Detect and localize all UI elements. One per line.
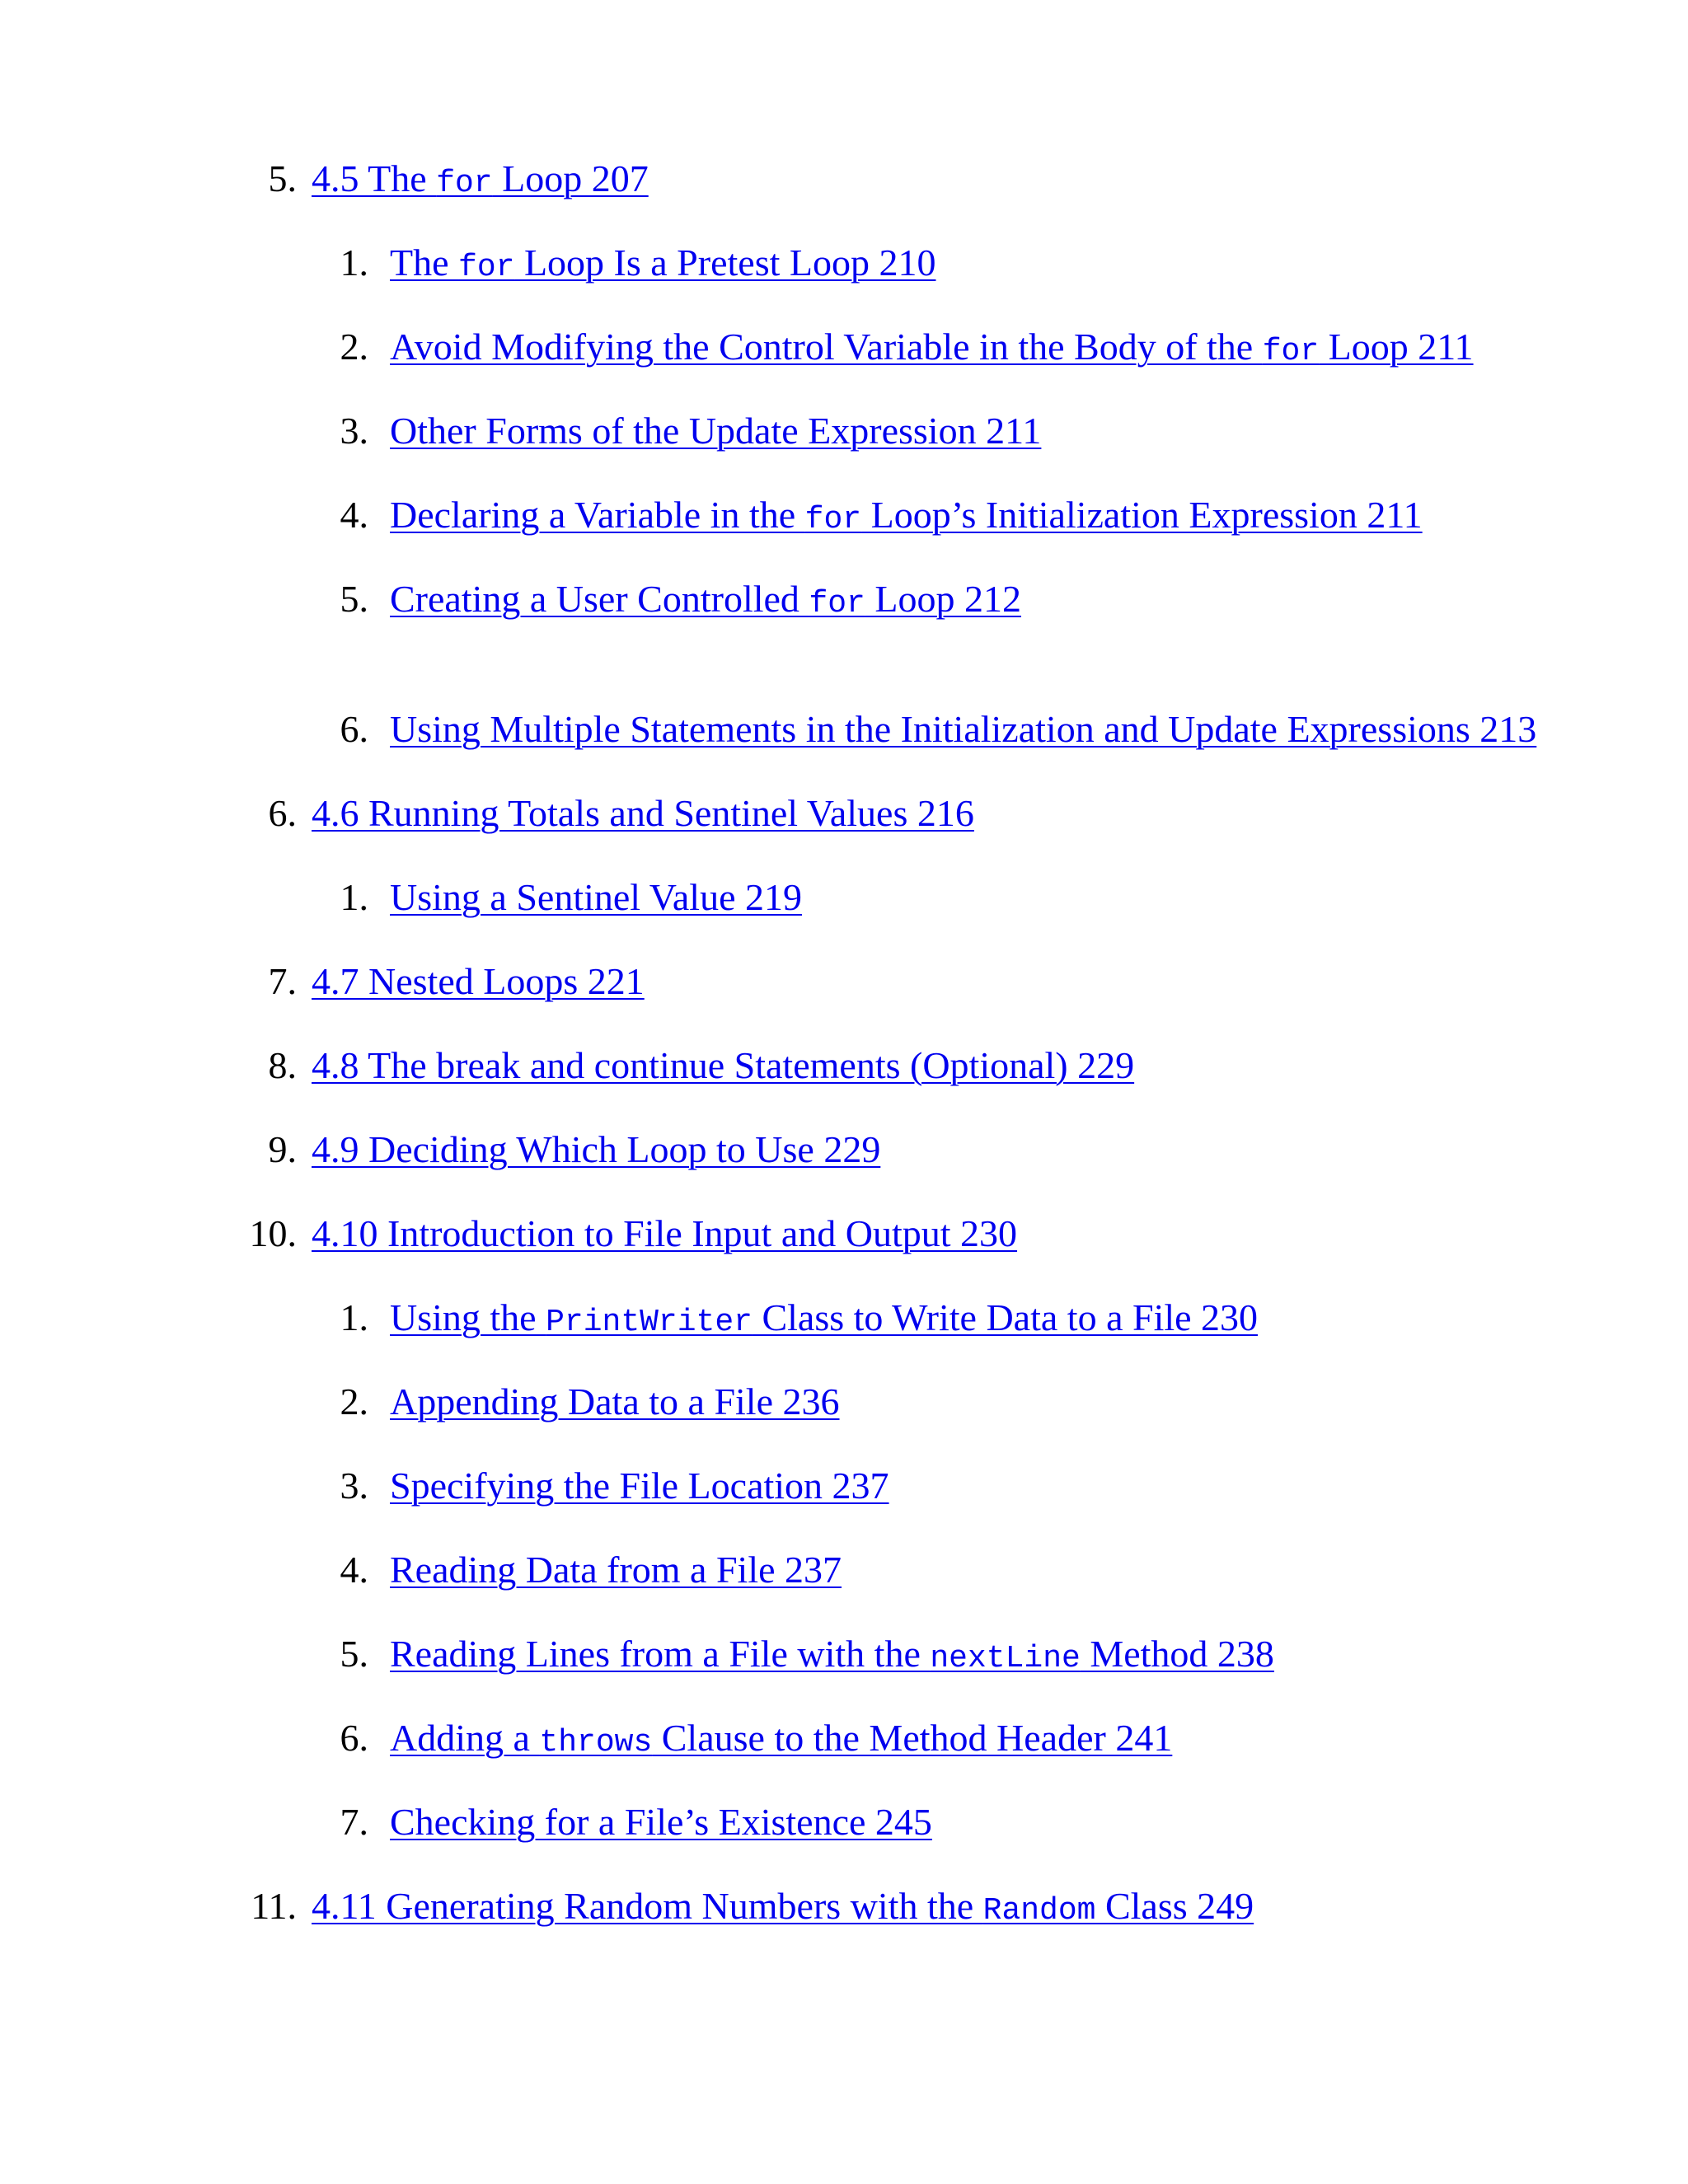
toc-entry-link[interactable]	[312, 1884, 1254, 1933]
toc-entry-code-text: throws	[539, 1725, 653, 1760]
toc-entry-number: 1.	[340, 241, 368, 284]
toc-entry-text: 4.6 Running Totals and Sentinel Values 216	[312, 792, 974, 834]
toc-entry-text: 4.5 The	[312, 157, 437, 199]
toc-entry-number: 7.	[268, 960, 297, 1002]
toc-entry-text: Adding a	[390, 1717, 540, 1759]
toc-entry-link[interactable]	[312, 157, 649, 206]
toc-entry-number: 5.	[340, 578, 368, 620]
toc-entry-number: 6.	[268, 792, 297, 834]
toc-entry-text: Using a Sentinel Value 219	[390, 876, 802, 918]
toc-entry-link[interactable]	[390, 1716, 1544, 1765]
toc-entry-text: Loop 212	[865, 578, 1021, 620]
toc-entry-link[interactable]	[312, 1212, 1017, 1256]
toc-entry-text: Creating a User Controlled	[390, 578, 809, 620]
toc-entry-text: Class to Write Data to a File 230	[752, 1296, 1259, 1338]
toc-entry-number: 7.	[340, 1801, 368, 1843]
toc-entry-number: 3.	[340, 1465, 368, 1507]
toc-entry-link[interactable]	[390, 577, 1544, 626]
toc-entry-text: Loop Is a Pretest Loop 210	[514, 241, 936, 284]
toc-entry-text: Checking for a File’s Existence 245	[390, 1801, 932, 1843]
toc-entry-text: Using the	[390, 1296, 546, 1338]
toc-entry-link[interactable]	[312, 1127, 880, 1172]
toc-entry-link[interactable]	[390, 1800, 1544, 1844]
toc-entry-text: Appending Data to a File 236	[390, 1380, 840, 1422]
toc-entry-link[interactable]	[390, 1380, 1544, 1424]
toc-entry-number: 2.	[340, 1380, 368, 1422]
toc-entry-text: Loop 207	[492, 157, 649, 199]
toc-entry-link[interactable]	[312, 791, 974, 836]
toc-entry-number: 9.	[268, 1128, 297, 1170]
toc-entry-text: Specifying the File Location 237	[390, 1465, 889, 1507]
toc-entry-text: 4.8 The break and continue Statements (Optional) 229	[312, 1044, 1135, 1086]
toc-entry-number: 5.	[268, 157, 297, 199]
toc-entry-code-text: for	[436, 166, 493, 201]
toc-entry-number: 10.	[249, 1212, 297, 1254]
toc-entry-link[interactable]	[390, 1548, 1544, 1592]
toc-entry-number: 8.	[268, 1044, 297, 1086]
toc-entry-text: Avoid Modifying the Control Variable in the Body of the	[390, 326, 1263, 368]
toc-entry-number: 4.	[340, 494, 368, 536]
toc-entry-code-text: for	[804, 502, 862, 537]
toc-entry-link[interactable]	[390, 325, 1544, 374]
toc-entry-code-text: for	[458, 250, 515, 285]
toc-entry-link[interactable]	[390, 409, 1544, 453]
toc-entry-text: Method 238	[1080, 1633, 1274, 1675]
toc-entry-code-text: Random	[982, 1893, 1096, 1929]
toc-entry-text: Loop’s Initialization Expression 211	[861, 494, 1423, 536]
toc-entry-number: 5.	[340, 1633, 368, 1675]
toc-entry-link[interactable]	[390, 707, 1544, 752]
toc-entry-code-text: PrintWriter	[546, 1305, 753, 1340]
toc-entry-text: 4.10 Introduction to File Input and Output 230	[312, 1212, 1018, 1254]
toc-entry-number: 6.	[340, 1717, 368, 1759]
toc-entry-text: Using Multiple Statements in the Initialization and Update Expressions 213	[390, 708, 1537, 750]
toc-entry-code-text: for	[809, 586, 865, 621]
toc-entry-text: Class 249	[1095, 1885, 1254, 1927]
toc-entry-text: Declaring a Variable in the	[390, 494, 805, 536]
toc-entry-link[interactable]	[390, 1296, 1544, 1345]
toc-entry-text: Reading Data from a File 237	[390, 1549, 842, 1591]
toc-entry-link[interactable]	[390, 241, 1544, 290]
toc-entry-text: Other Forms of the Update Expression 211	[390, 410, 1042, 452]
toc-entry-link[interactable]	[390, 1464, 1544, 1508]
toc-entry-text: 4.7 Nested Loops 221	[312, 960, 645, 1002]
toc-entry-text: Reading Lines from a File with the	[390, 1633, 931, 1675]
toc-entry-number: 3.	[340, 410, 368, 452]
toc-entry-text: Loop 211	[1319, 326, 1474, 368]
toc-entry-number: 11.	[251, 1885, 297, 1927]
toc-entry-number: 6.	[340, 708, 368, 750]
toc-entry-link[interactable]	[390, 875, 1544, 920]
toc-entry-number: 1.	[340, 876, 368, 918]
toc-entry-link[interactable]	[312, 959, 645, 1004]
toc-entry-text: 4.9 Deciding Which Loop to Use 229	[312, 1128, 881, 1170]
toc-entry-link[interactable]	[312, 1043, 1134, 1088]
toc-entry-text: 4.11 Generating Random Numbers with the	[312, 1885, 983, 1927]
toc-entry-number: 2.	[340, 326, 368, 368]
toc-entry-text: The	[390, 241, 459, 284]
toc-entry-number: 1.	[340, 1296, 368, 1338]
toc-entry-text: Clause to the Method Header 241	[652, 1717, 1173, 1759]
toc-entry-number: 4.	[340, 1549, 368, 1591]
toc-entry-code-text: nextLine	[930, 1641, 1081, 1676]
toc-entry-link[interactable]	[390, 493, 1544, 542]
toc-entry-link[interactable]	[390, 1632, 1544, 1681]
toc-entry-code-text: for	[1262, 334, 1320, 369]
